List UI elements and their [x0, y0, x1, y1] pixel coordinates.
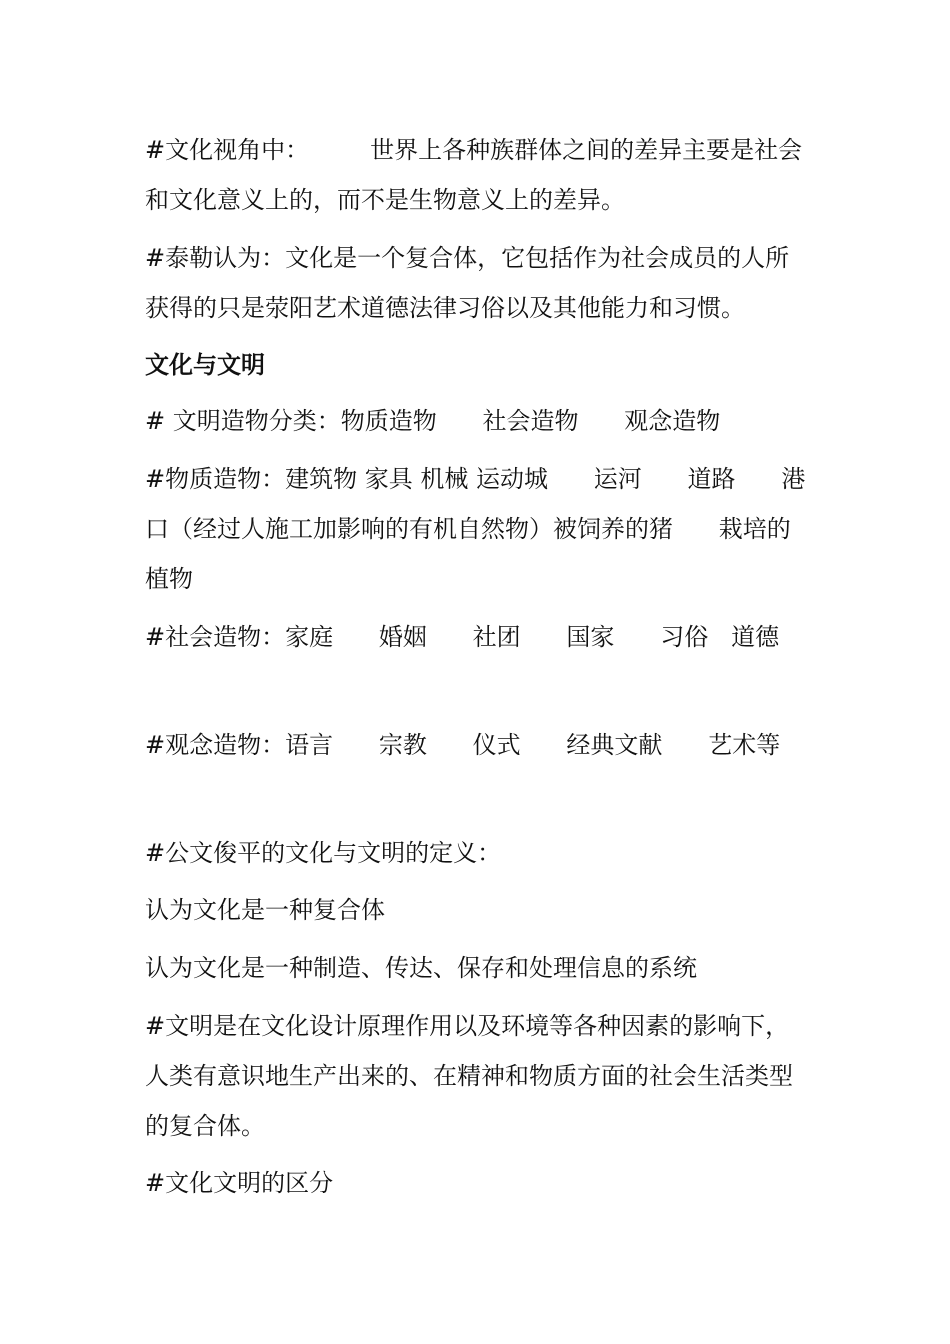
paragraph-conceptual-creations: #观念造物：语言 宗教 仪式 经典文献 艺术等	[145, 731, 781, 759]
paragraph-tylor-definition: #泰勒认为：文化是一个复合体，它包括作为社会成员的人所获得的只是荥阳艺术道德法律习俗以及其他能力和习惯。	[145, 244, 790, 322]
paragraph-material-creations: #物质造物：建筑物 家具 机械 运动城 运河 道路 港口（经过人施工加影响的有机自然物）被饲养的猪 栽培的植物	[145, 465, 806, 593]
paragraph-cultural-perspective: #文化视角中： 世界上各种族群体之间的差异主要是社会和文化意义上的，而不是生物意义上的差异。	[145, 136, 803, 214]
paragraph-social-creations: #社会造物：家庭 婚姻 社团 国家 习俗 道德	[145, 623, 780, 651]
paragraph-civilization-definition: #文明是在文化设计原理作用以及环境等各种因素的影响下，人类有意识地生产出来的、在精神和物质方面的社会生活类型的复合体。	[145, 1012, 793, 1140]
paragraph-culture-information-system: 认为文化是一种制造、传达、保存和处理信息的系统	[145, 954, 697, 982]
paragraph-definition-heading: #公文俊平的文化与文明的定义：	[145, 839, 502, 867]
paragraph-culture-complex: 认为文化是一种复合体	[145, 896, 385, 924]
section-heading-culture-and-civilization: 文化与文明	[145, 350, 265, 379]
paragraph-distinction-heading: #文化文明的区分	[145, 1169, 334, 1197]
paragraph-creation-categories: # 文明造物分类：物质造物 社会造物 观念造物	[145, 407, 721, 435]
